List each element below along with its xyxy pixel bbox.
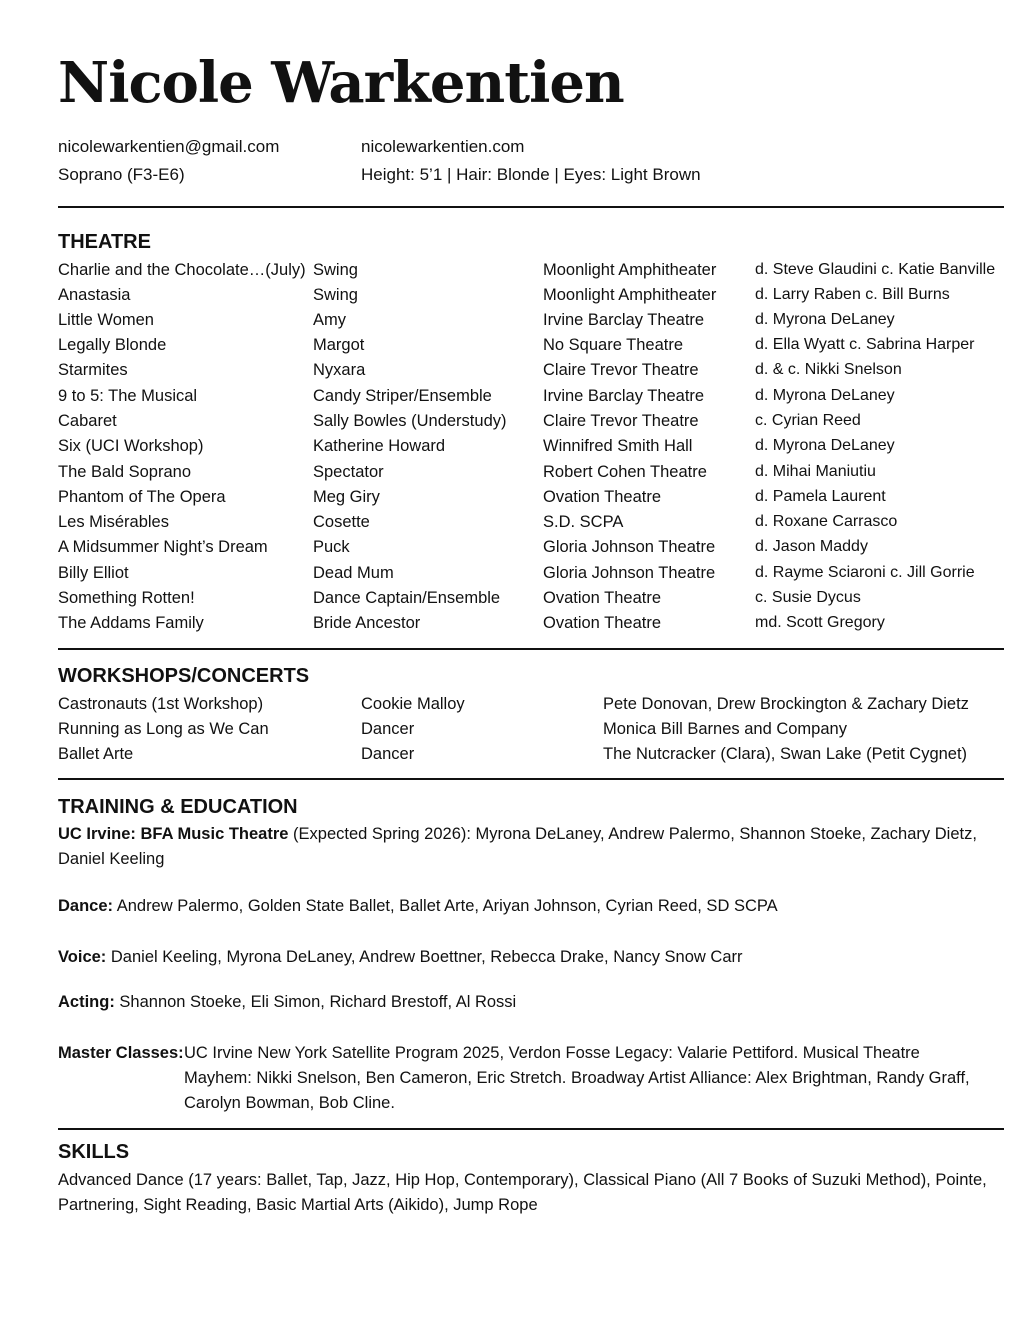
director: d. Roxane Carrasco bbox=[755, 513, 898, 530]
role: Margot bbox=[313, 336, 365, 354]
director: d. Rayme Sciaroni c. Jill Gorrie bbox=[755, 564, 975, 581]
master-classes-text: UC Irvine New York Satellite Program 2025, Verdon Fosse Legacy: Valarie Pettiford. Musical Theatre Mayhem: Nikki Snelson, Ben Cameron, Eric Stretch. Broadway Artist Alliance: Alex Brightman, Randy Graff, Carolyn Bowman, Bob Cline. bbox=[184, 1044, 970, 1112]
role: Sally Bowles (Understudy) bbox=[313, 412, 507, 430]
show-title: Starmites bbox=[58, 361, 128, 379]
credit-row bbox=[58, 259, 1004, 284]
role: Dance Captain/Ensemble bbox=[313, 589, 501, 607]
dance-teachers: Andrew Palermo, Golden State Ballet, Ballet Arte, Ariyan Johnson, Cyrian Reed, SD SCPA bbox=[113, 897, 778, 915]
venue: Robert Cohen Theatre bbox=[543, 463, 707, 481]
director: c. Cyrian Reed bbox=[755, 412, 861, 429]
credit-row bbox=[58, 612, 1004, 637]
credit-row bbox=[58, 461, 1004, 486]
credit-row bbox=[58, 334, 1004, 359]
credit-row bbox=[58, 587, 1004, 612]
email-link[interactable]: nicolewarkentien@gmail.com bbox=[58, 137, 280, 156]
role: Dancer bbox=[361, 745, 415, 763]
credit-row bbox=[58, 435, 1004, 460]
venue: Ovation Theatre bbox=[543, 614, 662, 632]
director: c. Susie Dycus bbox=[755, 589, 861, 606]
director: d. Pamela Laurent bbox=[755, 488, 886, 505]
voice-label: Voice: bbox=[58, 948, 107, 966]
show-title: Legally Blonde bbox=[58, 336, 167, 354]
project-title: Running as Long as We Can bbox=[58, 720, 269, 738]
show-title: Phantom of The Opera bbox=[58, 488, 226, 506]
project-title: Ballet Arte bbox=[58, 745, 134, 763]
voice-training bbox=[58, 945, 1004, 970]
role: Nyxara bbox=[313, 361, 366, 379]
show-title: Something Rotten! bbox=[58, 589, 195, 607]
degree-line bbox=[58, 822, 1004, 872]
show-title: The Addams Family bbox=[58, 614, 204, 632]
acting-training bbox=[58, 990, 1004, 1015]
role: Meg Giry bbox=[313, 488, 380, 506]
venue: Irvine Barclay Theatre bbox=[543, 311, 705, 329]
credit-row bbox=[58, 486, 1004, 511]
dance-training bbox=[58, 894, 1004, 919]
creators: The Nutcracker (Clara), Swan Lake (Petit Cygnet) bbox=[603, 745, 968, 763]
venue: Gloria Johnson Theatre bbox=[543, 538, 716, 556]
show-title: Anastasia bbox=[58, 286, 131, 304]
role: Katherine Howard bbox=[313, 437, 446, 455]
director: d. Myrona DeLaney bbox=[755, 311, 895, 328]
creators: Pete Donovan, Drew Brockington & Zachary Dietz bbox=[603, 695, 969, 713]
director: d. Ella Wyatt c. Sabrina Harper bbox=[755, 336, 975, 353]
venue: Ovation Theatre bbox=[543, 589, 662, 607]
divider bbox=[58, 206, 1004, 208]
creators: Monica Bill Barnes and Company bbox=[603, 720, 847, 738]
credit-row bbox=[58, 536, 1004, 561]
venue: Claire Trevor Theatre bbox=[543, 412, 699, 430]
show-title: A Midsummer Night’s Dream bbox=[58, 538, 268, 556]
credit-row bbox=[58, 562, 1004, 587]
applicant-name: Nicole Warkentien bbox=[58, 50, 624, 116]
director: d. Larry Raben c. Bill Burns bbox=[755, 286, 950, 303]
role: Dead Mum bbox=[313, 564, 394, 582]
show-title: Les Misérables bbox=[58, 513, 169, 531]
credit-row bbox=[58, 309, 1004, 334]
show-title: Six (UCI Workshop) bbox=[58, 437, 204, 455]
director: d. Myrona DeLaney bbox=[755, 437, 895, 454]
director: d. Myrona DeLaney bbox=[755, 387, 895, 404]
degree-details: (Expected Spring 2026): Myrona DeLaney, Andrew Palermo, Shannon Stoeke, Zachary Dietz, Daniel Keeling bbox=[58, 825, 977, 868]
dance-label: Dance: bbox=[58, 897, 114, 915]
master-classes-label: Master Classes: bbox=[58, 1044, 184, 1062]
skills-heading: SKILLS bbox=[58, 1141, 130, 1163]
venue: Moonlight Amphitheater bbox=[543, 286, 717, 304]
show-title: Charlie and the Chocolate…(July) bbox=[58, 261, 306, 279]
credit-row bbox=[58, 359, 1004, 384]
venue: Winnifred Smith Hall bbox=[543, 437, 693, 455]
workshop-row bbox=[58, 743, 1004, 768]
show-title: 9 to 5: The Musical bbox=[58, 387, 198, 405]
workshops-heading: WORKSHOPS/CONCERTS bbox=[58, 665, 310, 687]
theatre-heading: THEATRE bbox=[58, 231, 151, 253]
role: Cosette bbox=[313, 513, 370, 531]
divider bbox=[58, 648, 1004, 650]
show-title: Billy Elliot bbox=[58, 564, 129, 582]
physical-stats: Height: 5’1 | Hair: Blonde | Eyes: Light Brown bbox=[361, 165, 701, 184]
acting-teachers: Shannon Stoeke, Eli Simon, Richard Brestoff, Al Rossi bbox=[114, 993, 517, 1011]
director: d. Mihai Maniutiu bbox=[755, 463, 876, 480]
credit-row bbox=[58, 385, 1004, 410]
venue: No Square Theatre bbox=[543, 336, 684, 354]
acting-label: Acting: bbox=[58, 993, 115, 1011]
voice-type: Soprano (F3-E6) bbox=[58, 165, 185, 184]
venue: Irvine Barclay Theatre bbox=[543, 387, 705, 405]
workshop-row bbox=[58, 693, 1004, 718]
credit-row bbox=[58, 284, 1004, 309]
role: Swing bbox=[313, 286, 358, 304]
show-title: The Bald Soprano bbox=[58, 463, 192, 481]
show-title: Little Women bbox=[58, 311, 154, 329]
director: d. Jason Maddy bbox=[755, 538, 868, 555]
venue: Moonlight Amphitheater bbox=[543, 261, 717, 279]
director: d. & c. Nikki Snelson bbox=[755, 361, 902, 378]
role: Swing bbox=[313, 261, 358, 279]
workshop-row bbox=[58, 718, 1004, 743]
role: Spectator bbox=[313, 463, 384, 481]
website-link[interactable]: nicolewarkentien.com bbox=[361, 137, 525, 156]
role: Puck bbox=[313, 538, 350, 556]
venue: S.D. SCPA bbox=[543, 513, 624, 531]
divider bbox=[58, 778, 1004, 780]
degree-label: UC Irvine: BFA Music Theatre bbox=[58, 825, 289, 843]
project-title: Castronauts (1st Workshop) bbox=[58, 695, 264, 713]
credit-row bbox=[58, 410, 1004, 435]
role: Candy Striper/Ensemble bbox=[313, 387, 492, 405]
venue: Ovation Theatre bbox=[543, 488, 662, 506]
role: Bride Ancestor bbox=[313, 614, 421, 632]
show-title: Cabaret bbox=[58, 412, 117, 430]
venue: Claire Trevor Theatre bbox=[543, 361, 699, 379]
venue: Gloria Johnson Theatre bbox=[543, 564, 716, 582]
skills-text: Advanced Dance (17 years: Ballet, Tap, Jazz, Hip Hop, Contemporary), Classical Piano (All 7 Books of Suzuki Method), Pointe, Partnering, Sight Reading, Basic Martial Arts (Aikido), Jump Rope bbox=[58, 1171, 987, 1214]
credit-row bbox=[58, 511, 1004, 536]
role: Cookie Malloy bbox=[361, 695, 465, 713]
divider bbox=[58, 1128, 1004, 1130]
training-heading: TRAINING & EDUCATION bbox=[58, 796, 298, 818]
director: d. Steve Glaudini c. Katie Banville bbox=[755, 261, 996, 278]
director: md. Scott Gregory bbox=[755, 614, 885, 631]
role: Amy bbox=[313, 311, 346, 329]
voice-teachers: Daniel Keeling, Myrona DeLaney, Andrew Boettner, Rebecca Drake, Nancy Snow Carr bbox=[106, 948, 743, 966]
role: Dancer bbox=[361, 720, 415, 738]
